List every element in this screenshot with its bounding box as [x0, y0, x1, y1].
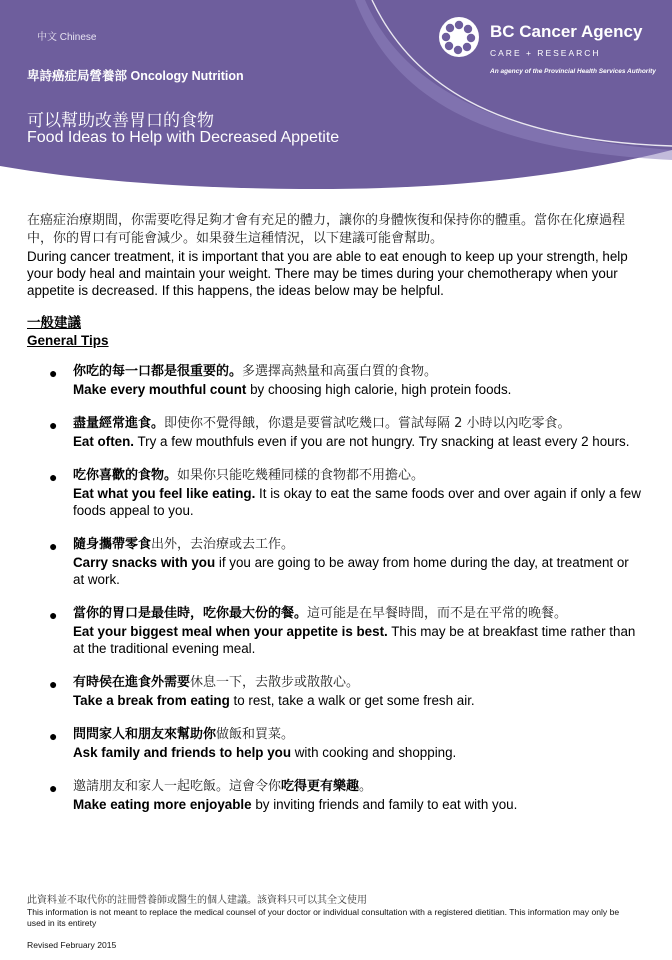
agency-subtitle: An agency of the Provincial Health Services Authority	[490, 68, 656, 75]
page-title-chinese: 可以幫助改善胃口的食物	[27, 111, 214, 131]
tip-english: Eat often. Try a few mouthfuls even if you are not hungry. Try snacking at least every 2 hours.	[73, 434, 630, 449]
tip-chinese: 當你的胃口是最佳時，吃你最大份的餐。這可能是在早餐時間，而不是在平常的晚餐。	[73, 606, 568, 621]
agency-name: BC Cancer Agency	[490, 22, 643, 41]
tips-heading-chinese: 一般建議	[27, 315, 81, 331]
tip-english: Eat your biggest meal when your appetite is best. This may be at breakfast time rather than at the traditional evening meal.	[73, 624, 636, 656]
header-banner	[0, 0, 672, 192]
list-item	[27, 467, 642, 519]
revision-date: Revised February 2015	[27, 940, 117, 950]
chinese-language-link[interactable]: 中文 Chinese	[37, 32, 97, 43]
page-title-english: Food Ideas to Help with Decreased Appetite	[27, 129, 340, 146]
hands-circle-logo-icon	[438, 16, 480, 58]
tip-chinese: 吃你喜歡的食物。如果你只能吃幾種同樣的食物都不用擔心。	[73, 468, 425, 483]
bullet-icon: ●	[49, 538, 58, 554]
disclaimer-chinese: 此資料並不取代你的註冊營養師或醫生的個人建議。該資料只可以其全文使用	[27, 895, 367, 906]
bullet-icon: ●	[49, 780, 58, 796]
bullet-icon: ●	[49, 728, 58, 744]
tip-english: Ask family and friends to help you with cooking and shopping.	[73, 745, 457, 760]
disclaimer-footer	[27, 894, 627, 929]
list-item	[27, 363, 642, 398]
tips-list	[27, 363, 642, 813]
tip-chinese: 你吃的每一口都是很重要的。多選擇高熱量和高蛋白質的食物。	[73, 364, 438, 379]
intro-chinese: 在癌症治療期間，你需要吃得足夠才會有充足的體力，讓你的身體恢復和保持你的體重。當你在化療過程中，你的胃口有可能會減少。如果發生這種情況，以下建議可能會幫助。	[27, 213, 626, 246]
main-content	[27, 212, 642, 830]
bullet-icon: ●	[49, 607, 58, 623]
list-item	[27, 726, 642, 761]
list-item	[27, 415, 642, 450]
department-name: 卑詩癌症局營養部 Oncology Nutrition	[27, 69, 244, 83]
intro-english: During cancer treatment, it is important that you are able to eat enough to keep up your strength, help your body heal and maintain your weight. There may be times during your chemotherapy when your appetite is decreased. If this happens, the ideas below may be helpful.	[27, 249, 628, 298]
list-item	[27, 536, 642, 588]
list-item	[27, 778, 642, 813]
bullet-icon: ●	[49, 676, 58, 692]
disclaimer-english: This information is not meant to replace the medical counsel of your doctor or individual consultation with a registered dietitian. This information may only be used in its entirety	[27, 907, 620, 928]
agency-tagline: CARE + RESEARCH	[490, 48, 601, 58]
general-tips-heading	[27, 315, 642, 349]
tip-english: Eat what you feel like eating. It is okay to eat the same foods over and over again if only a few foods appeal to you.	[73, 486, 641, 518]
list-item	[27, 605, 642, 657]
tip-chinese: 問問家人和朋友來幫助你做飯和買菜。	[73, 727, 295, 742]
tips-heading-english: General Tips	[27, 333, 109, 348]
tip-english: Make eating more enjoyable by inviting friends and family to eat with you.	[73, 797, 518, 812]
tip-english: Take a break from eating to rest, take a walk or get some fresh air.	[73, 693, 475, 708]
tip-english: Carry snacks with you if you are going to be away from home during the day, at treatment or at work.	[73, 555, 629, 587]
bullet-icon: ●	[49, 365, 58, 381]
bc-cancer-agency-logo	[438, 16, 668, 86]
tip-english: Make every mouthful count by choosing high calorie, high protein foods.	[73, 382, 512, 397]
bullet-icon: ●	[49, 417, 58, 433]
tip-chinese: 盡量經常進食。即使你不覺得餓，你還是要嘗試吃幾口。嘗試每隔 2 小時以內吃零食。	[73, 416, 571, 431]
tip-chinese: 邀請朋友和家人一起吃飯。這會令你吃得更有樂趣。	[73, 779, 373, 794]
tip-chinese: 隨身攜帶零食出外，去治療或去工作。	[73, 537, 295, 552]
list-item	[27, 674, 642, 709]
tip-chinese: 有時侯在進食外需要休息一下，去散步或散散心。	[73, 675, 360, 690]
bullet-icon: ●	[49, 469, 58, 485]
